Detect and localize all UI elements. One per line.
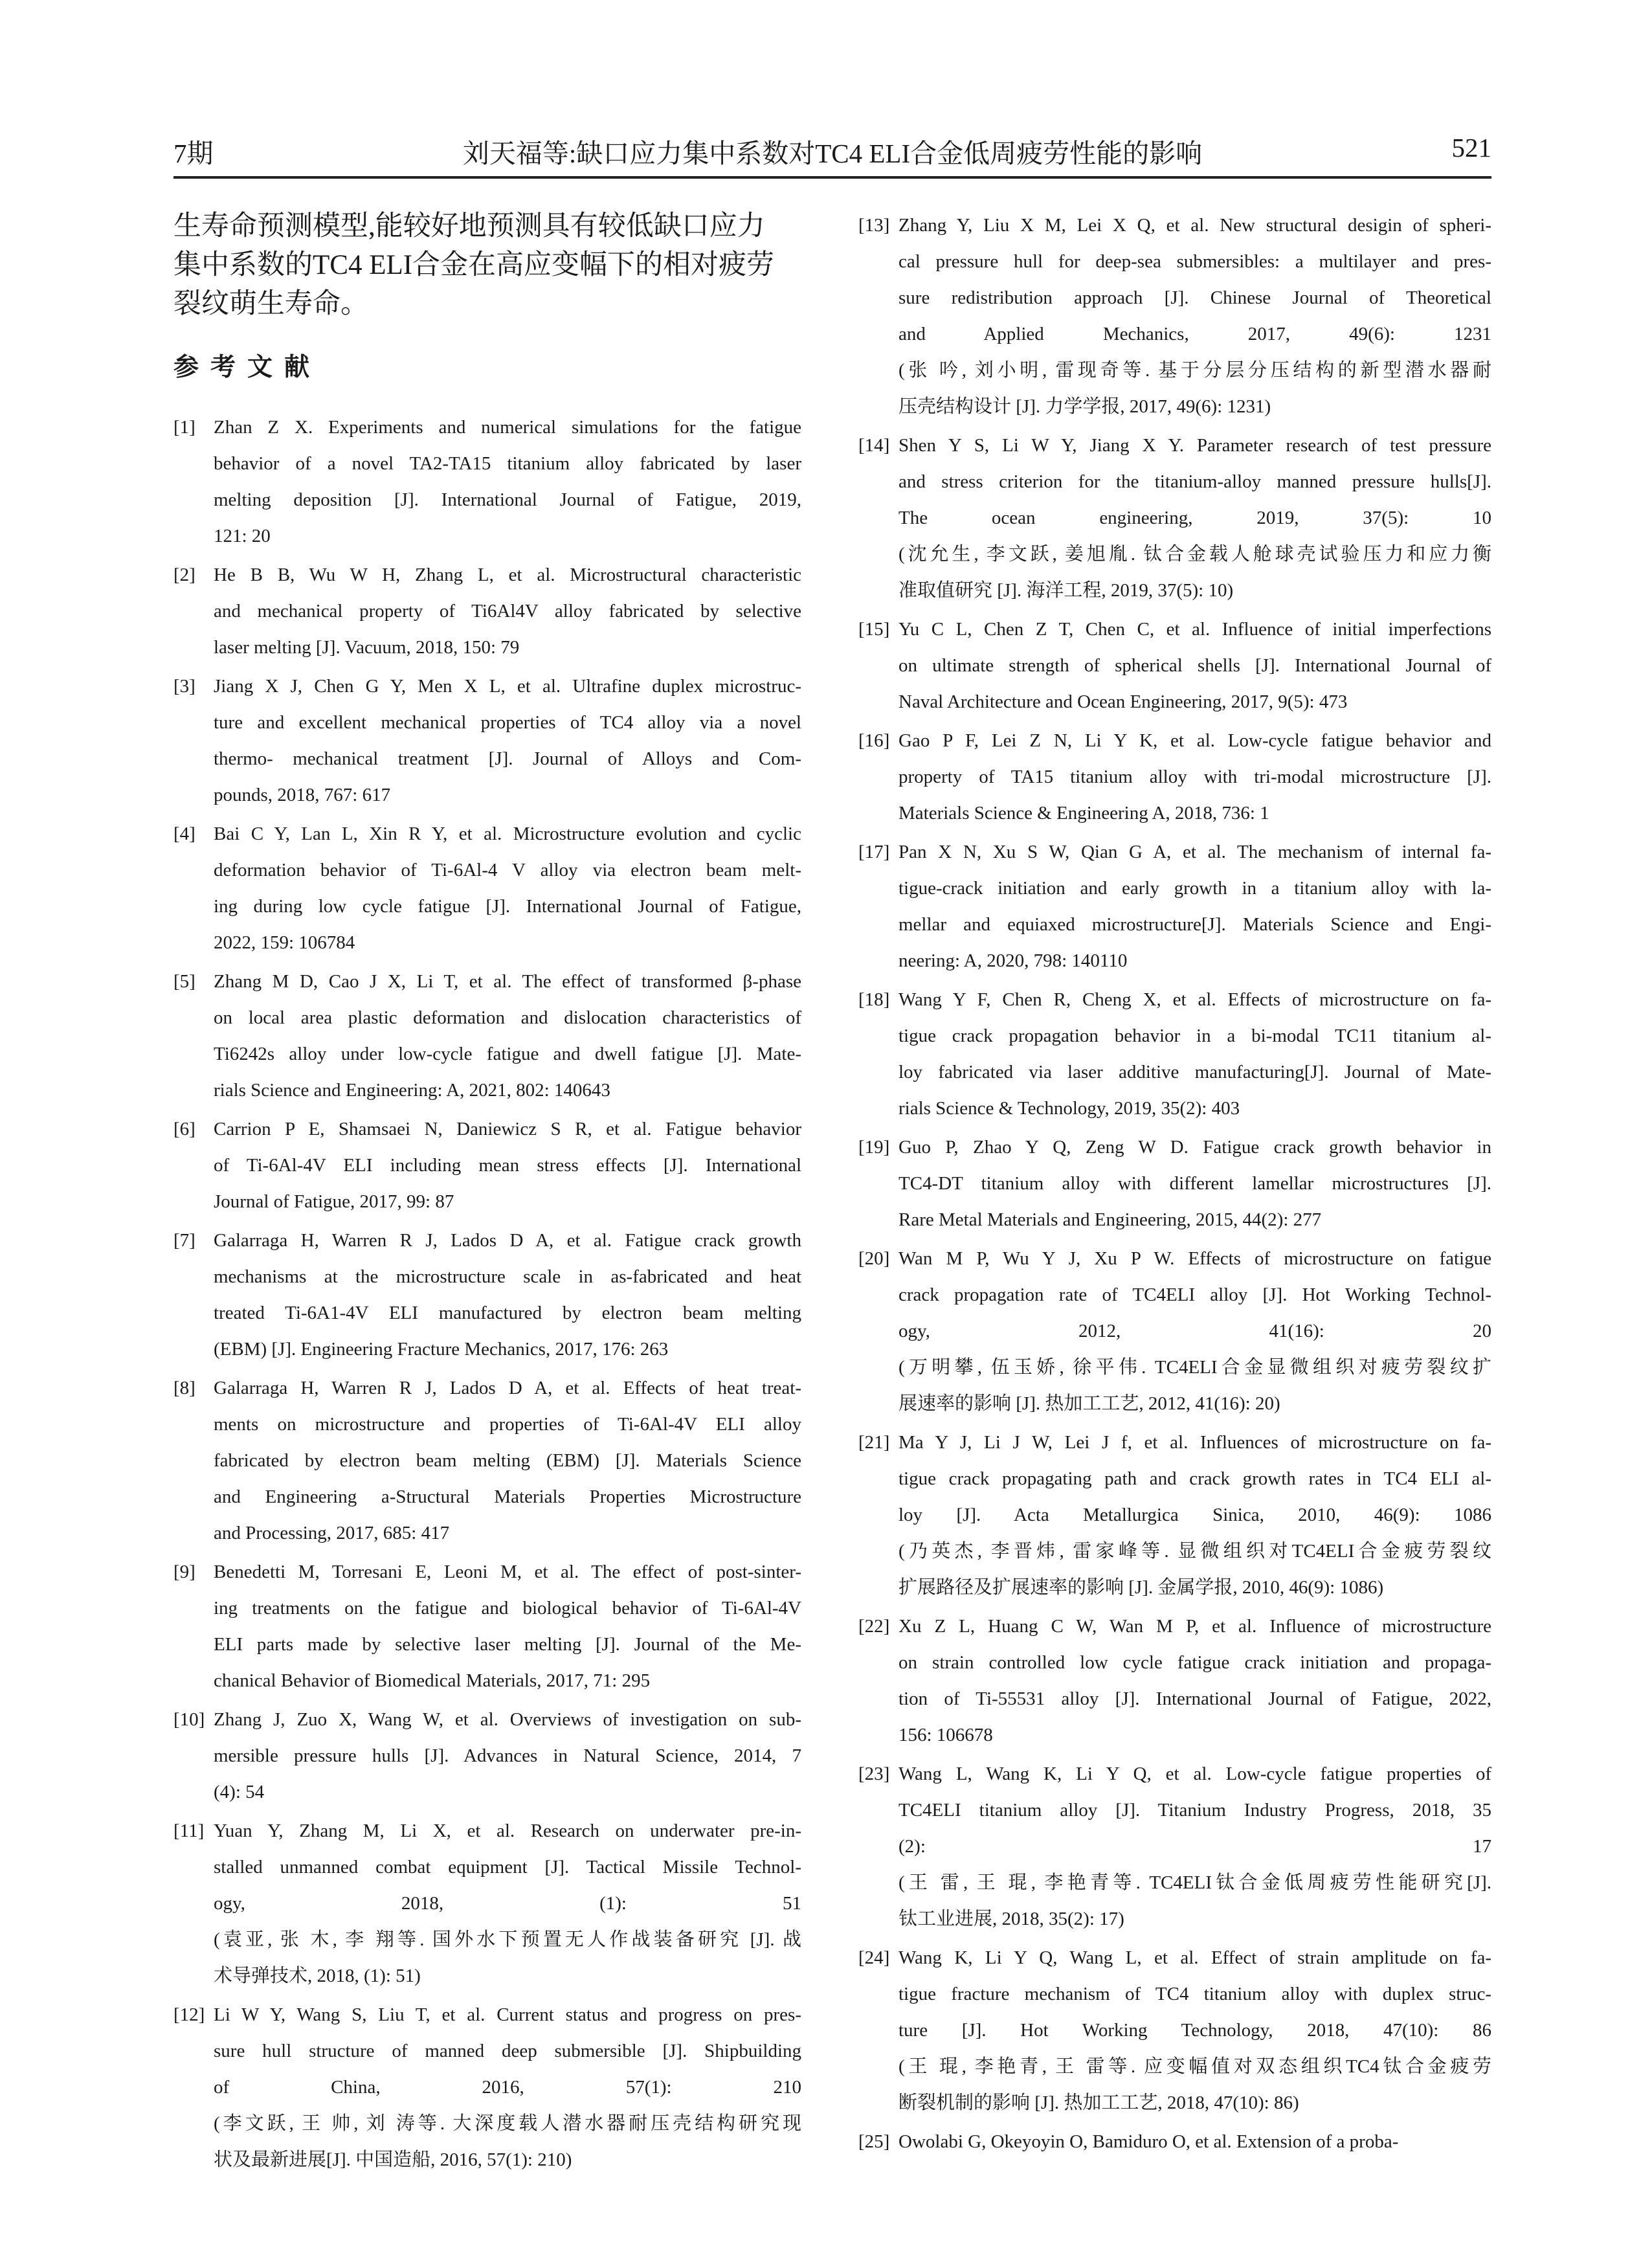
reference-item [858, 1608, 1491, 1753]
reference-line: Journal of Fatigue, 2017, 99: 87 [214, 1191, 454, 1212]
reference-item [173, 963, 801, 1108]
reference-line: Yu C L, Chen Z T, Chen C, et al. Influence of initial imperfections [899, 619, 1491, 640]
reference-line: crack propagation rate of TC4ELI alloy [J]. Hot Working Technol- [899, 1284, 1491, 1305]
reference-line: Ti6242s alloy under low-cycle fatigue and dwell fatigue [J]. Mate- [214, 1044, 801, 1064]
reference-line: (4): 54 [214, 1782, 265, 1802]
reference-line: Guo P, Zhao Y Q, Zeng W D. Fatigue crack growth behavior in [899, 1137, 1491, 1158]
reference-number: [4] [173, 824, 195, 844]
reference-line: He B B, Wu W H, Zhang L, et al. Microstructural characteristic [214, 565, 801, 585]
reference-line: loy fabricated via laser additive manufacturing[J]. Journal of Mate- [899, 1062, 1491, 1082]
reference-number: [21] [858, 1432, 890, 1453]
reference-number: [19] [858, 1137, 890, 1158]
reference-line: mersible pressure hulls [J]. Advances in Natural Science, 2014, 7 [214, 1745, 801, 1766]
reference-item [173, 1554, 801, 1699]
reference-line: Zhang J, Zuo X, Wang W, et al. Overviews of investigation on sub- [214, 1709, 801, 1730]
page-number: 521 [1451, 133, 1491, 163]
reference-item [858, 1240, 1491, 1422]
reference-line: Xu Z L, Huang C W, Wan M P, et al. Influence of microstructure [899, 1616, 1491, 1637]
reference-line: fabricated by electron beam melting (EBM) [J]. Materials Science [214, 1450, 801, 1471]
reference-line: property of TA15 titanium alloy with tri-modal microstructure [J]. [899, 767, 1491, 787]
reference-line: (袁亚, 张 木, 李 翔等. 国外水下预置无人作战装备研究 [J]. 战 [214, 1929, 801, 1950]
reference-item [858, 834, 1491, 979]
reference-line: neering: A, 2020, 798: 140110 [899, 950, 1128, 971]
reference-line: on local area plastic deformation and dislocation characteristics of [214, 1007, 801, 1028]
reference-item [858, 1940, 1491, 2121]
reference-line: ELI parts made by selective laser melting [J]. Journal of the Me- [214, 1634, 801, 1655]
reference-line: and stress criterion for the titanium-alloy manned pressure hulls[J]. [899, 471, 1491, 492]
reference-line: Galarraga H, Warren R J, Lados D A, et al. Fatigue crack growth [214, 1230, 801, 1251]
reference-line: Wan M P, Wu Y J, Xu P W. Effects of microstructure on fatigue [899, 1248, 1491, 1269]
reference-line: tigue-crack initiation and early growth in a titanium alloy with la- [899, 878, 1491, 899]
reference-item [858, 2124, 1491, 2160]
reference-item [858, 1424, 1491, 1606]
reference-number: [1] [173, 417, 195, 438]
reference-number: [13] [858, 215, 890, 236]
reference-item [858, 207, 1491, 425]
reference-line: ture and excellent mechanical properties of TC4 alloy via a novel [214, 712, 801, 733]
reference-item [858, 1129, 1491, 1238]
reference-line: ments on microstructure and properties of Ti-6Al-4V ELI alloy [214, 1414, 801, 1435]
reference-item [858, 611, 1491, 720]
header-rule [173, 176, 1491, 179]
reference-line: loy [J]. Acta Metallurgica Sinica, 2010, 46(9): 1086 [899, 1505, 1491, 1525]
reference-line: (张 吟, 刘小明, 雷现奇等. 基于分层分压结构的新型潜水器耐 [899, 360, 1491, 381]
reference-number: [20] [858, 1248, 890, 1269]
reference-line: deformation behavior of Ti-6Al-4 V alloy via electron beam melt- [214, 860, 801, 880]
reference-line: Zhan Z X. Experiments and numerical simulations for the fatigue [214, 417, 801, 438]
reference-line: on strain controlled low cycle fatigue crack initiation and propaga- [899, 1652, 1491, 1673]
reference-number: [18] [858, 989, 890, 1010]
reference-line: and Engineering a-Structural Materials Properties Microstructure [214, 1486, 801, 1507]
running-title: 刘天福等:缺口应力集中系数对TC4 ELI合金低周疲劳性能的影响 [462, 139, 1203, 168]
reference-line: (王 琨, 李艳青, 王 雷等. 应变幅值对双态组织TC4钛合金疲劳 [899, 2056, 1491, 2077]
reference-line: tigue crack propagation behavior in a bi-modal TC11 titanium al- [899, 1026, 1491, 1046]
reference-number: [17] [858, 842, 890, 862]
reference-line: cal pressure hull for deep-sea submersibles: a multilayer and pres- [899, 251, 1491, 272]
reference-item [173, 1813, 801, 1994]
issue-number: 7期 [173, 139, 214, 168]
reference-item [173, 816, 801, 961]
reference-line: and Applied Mechanics, 2017, 49(6): 1231 [899, 324, 1491, 344]
reference-line: (乃英杰, 李晋炜, 雷家峰等. 显微组织对TC4ELI合金疲劳裂纹 [899, 1541, 1491, 1562]
reference-line: Ma Y J, Li J W, Lei J f, et al. Influences of microstructure on fa- [899, 1432, 1491, 1453]
reference-item [858, 427, 1491, 609]
right-reference-list [858, 207, 1491, 2160]
reference-line: thermo- mechanical treatment [J]. Journal of Alloys and Com- [214, 748, 801, 769]
reference-number: [5] [173, 971, 195, 992]
reference-line: of Ti-6Al-4V ELI including mean stress effects [J]. International [214, 1155, 801, 1176]
reference-item [858, 723, 1491, 831]
reference-line: Zhang Y, Liu X M, Lei X Q, et al. New structural desigin of spheri- [899, 215, 1491, 236]
reference-line: (沈允生, 李文跃, 姜旭胤. 钛合金载人舱球壳试验压力和应力衡 [899, 544, 1491, 565]
reference-line: Wang Y F, Chen R, Cheng X, et al. Effects of microstructure on fa- [899, 989, 1491, 1010]
reference-item [173, 409, 801, 554]
reference-item [173, 1370, 801, 1551]
left-reference-list [173, 409, 801, 2178]
reference-line: 2022, 159: 106784 [214, 932, 355, 953]
reference-line: behavior of a novel TA2-TA15 titanium alloy fabricated by laser [214, 453, 801, 474]
reference-line: 断裂机制的影响 [J]. 热加工工艺, 2018, 47(10): 86) [899, 2092, 1299, 2113]
reference-line: Galarraga H, Warren R J, Lados D A, et al. Effects of heat treat- [214, 1378, 801, 1398]
reference-line: laser melting [J]. Vacuum, 2018, 150: 79 [214, 637, 520, 658]
reference-number: [14] [858, 435, 890, 456]
reference-line: ing during low cycle fatigue [J]. International Journal of Fatigue, [214, 896, 801, 917]
intro-paragraph [173, 207, 801, 324]
reference-line: ture [J]. Hot Working Technology, 2018, 47(10): 86 [899, 2020, 1491, 2041]
reference-number: [12] [173, 2004, 205, 2025]
reference-number: [22] [858, 1616, 890, 1637]
reference-number: [10] [173, 1709, 205, 1730]
reference-number: [7] [173, 1230, 195, 1251]
right-column [858, 207, 1491, 2162]
reference-line: Shen Y S, Li W Y, Jiang X Y. Parameter research of test pressure [899, 435, 1491, 456]
reference-line: of China, 2016, 57(1): 210 [214, 2077, 801, 2098]
reference-number: [2] [173, 565, 195, 585]
reference-line: and Processing, 2017, 685: 417 [214, 1523, 450, 1543]
reference-line: TC4ELI titanium alloy [J]. Titanium Industry Progress, 2018, 35 [899, 1800, 1491, 1821]
reference-line: treated Ti-6A1-4V ELI manufactured by electron beam melting [214, 1303, 801, 1323]
intro-line: 生寿命预测模型,能较好地预测具有较低缺口应力 [173, 211, 765, 241]
reference-line: and mechanical property of Ti6Al4V alloy fabricated by selective [214, 601, 801, 622]
reference-line: 压壳结构设计 [J]. 力学学报, 2017, 49(6): 1231) [899, 396, 1271, 417]
reference-line: Benedetti M, Torresani E, Leoni M, et al. The effect of post-sinter- [214, 1562, 801, 1582]
reference-line: Wang L, Wang K, Li Y Q, et al. Low-cycle fatigue properties of [899, 1764, 1491, 1784]
reference-line: Carrion P E, Shamsaei N, Daniewicz S R, et al. Fatigue behavior [214, 1119, 801, 1139]
reference-item [173, 557, 801, 666]
reference-line: rials Science and Engineering: A, 2021, 802: 140643 [214, 1080, 610, 1101]
reference-number: [24] [858, 1947, 890, 1968]
references-heading: 参考文献 [173, 353, 322, 381]
reference-line: stalled unmanned combat equipment [J]. Tactical Missile Technol- [214, 1857, 801, 1877]
reference-line: mellar and equiaxed microstructure[J]. Materials Science and Engi- [899, 914, 1491, 935]
reference-number: [11] [173, 1821, 205, 1841]
reference-line: Yuan Y, Zhang M, Li X, et al. Research on underwater pre-in- [214, 1821, 801, 1841]
reference-line: mechanisms at the microstructure scale in as-fabricated and heat [214, 1266, 801, 1287]
reference-line: on ultimate strength of spherical shells [J]. International Journal of [899, 655, 1491, 676]
reference-item [173, 1701, 801, 1810]
reference-number: [23] [858, 1764, 890, 1784]
reference-line: chanical Behavior of Biomedical Materials, 2017, 71: 295 [214, 1670, 651, 1691]
reference-line: Bai C Y, Lan L, Xin R Y, et al. Microstructure evolution and cyclic [214, 824, 801, 844]
reference-line: Materials Science & Engineering A, 2018, 736: 1 [899, 803, 1269, 824]
reference-line: pounds, 2018, 767: 617 [214, 785, 391, 805]
reference-line: melting deposition [J]. International Journal of Fatigue, 2019, [214, 489, 801, 510]
reference-line: sure hull structure of manned deep submersible [J]. Shipbuilding [214, 2041, 801, 2061]
reference-line: (2): 17 [899, 1836, 1491, 1857]
running-header [173, 132, 1491, 171]
reference-line: 术导弹技术, 2018, (1): 51) [214, 1966, 421, 1986]
reference-line: 156: 106678 [899, 1725, 993, 1745]
intro-line: 裂纹萌生寿命。 [173, 289, 368, 319]
reference-item [858, 981, 1491, 1126]
reference-line: tion of Ti-55531 alloy [J]. International Journal of Fatigue, 2022, [899, 1688, 1491, 1709]
reference-line: (万明攀, 伍玉娇, 徐平伟. TC4ELI合金显微组织对疲劳裂纹扩 [899, 1357, 1491, 1378]
reference-number: [15] [858, 619, 890, 640]
reference-line: The ocean engineering, 2019, 37(5): 10 [899, 508, 1491, 528]
reference-line: Owolabi G, Okeyoyin O, Bamiduro O, et al. Extension of a proba- [899, 2131, 1399, 2152]
reference-number: [16] [858, 730, 890, 751]
reference-line: TC4-DT titanium alloy with different lamellar microstructures [J]. [899, 1173, 1491, 1194]
reference-line: ing treatments on the fatigue and biological behavior of Ti-6Al-4V [214, 1598, 801, 1619]
reference-line: tigue fracture mechanism of TC4 titanium alloy with duplex struc- [899, 1984, 1491, 2004]
intro-line: 集中系数的TC4 ELI合金在高应变幅下的相对疲劳 [173, 250, 775, 280]
reference-line: Li W Y, Wang S, Liu T, et al. Current status and progress on pres- [214, 2004, 801, 2025]
reference-line: (王 雷, 王 琨, 李艳青等. TC4ELI钛合金低周疲劳性能研究[J]. [899, 1872, 1491, 1893]
reference-line: Zhang M D, Cao J X, Li T, et al. The effect of transformed β-phase [214, 971, 801, 992]
reference-line: 展速率的影响 [J]. 热加工工艺, 2012, 41(16): 20) [899, 1393, 1280, 1414]
reference-line: (EBM) [J]. Engineering Fracture Mechanics, 2017, 176: 263 [214, 1339, 669, 1360]
reference-line: Wang K, Li Y Q, Wang L, et al. Effect of strain amplitude on fa- [899, 1947, 1491, 1968]
reference-item [173, 1111, 801, 1220]
reference-line: (李文跃, 王 帅, 刘 涛等. 大深度载人潜水器耐压壳结构研究现 [214, 2113, 801, 2134]
reference-line: 状及最新进展[J]. 中国造船, 2016, 57(1): 210) [214, 2149, 572, 2170]
reference-item [173, 1997, 801, 2178]
reference-line: sure redistribution approach [J]. Chinese Journal of Theoretical [899, 287, 1491, 308]
reference-number: [25] [858, 2131, 890, 2152]
reference-line: ogy, 2012, 41(16): 20 [899, 1321, 1491, 1341]
reference-line: Pan X N, Xu S W, Qian G A, et al. The mechanism of internal fa- [899, 842, 1491, 862]
reference-line: Naval Architecture and Ocean Engineering, 2017, 9(5): 473 [899, 691, 1348, 712]
reference-number: [8] [173, 1378, 195, 1398]
reference-line: 钛工业进展, 2018, 35(2): 17) [899, 1909, 1124, 1929]
reference-line: 121: 20 [214, 526, 271, 546]
reference-line: Rare Metal Materials and Engineering, 2015, 44(2): 277 [899, 1209, 1322, 1230]
reference-line: 准取值研究 [J]. 海洋工程, 2019, 37(5): 10) [899, 580, 1234, 601]
reference-item [173, 668, 801, 813]
reference-number: [3] [173, 676, 195, 697]
reference-line: Jiang X J, Chen G Y, Men X L, et al. Ultrafine duplex microstruc- [214, 676, 801, 697]
reference-item [858, 1756, 1491, 1937]
reference-number: [6] [173, 1119, 195, 1139]
reference-item [173, 1222, 801, 1367]
reference-line: tigue crack propagating path and crack growth rates in TC4 ELI al- [899, 1468, 1491, 1489]
reference-line: rials Science & Technology, 2019, 35(2): 403 [899, 1098, 1240, 1119]
left-column [173, 207, 801, 2180]
reference-number: [9] [173, 1562, 195, 1582]
reference-line: 扩展路径及扩展速率的影响 [J]. 金属学报, 2010, 46(9): 1086) [899, 1577, 1384, 1598]
reference-line: ogy, 2018, (1): 51 [214, 1893, 801, 1914]
reference-line: Gao P F, Lei Z N, Li Y K, et al. Low-cycle fatigue behavior and [899, 730, 1491, 751]
